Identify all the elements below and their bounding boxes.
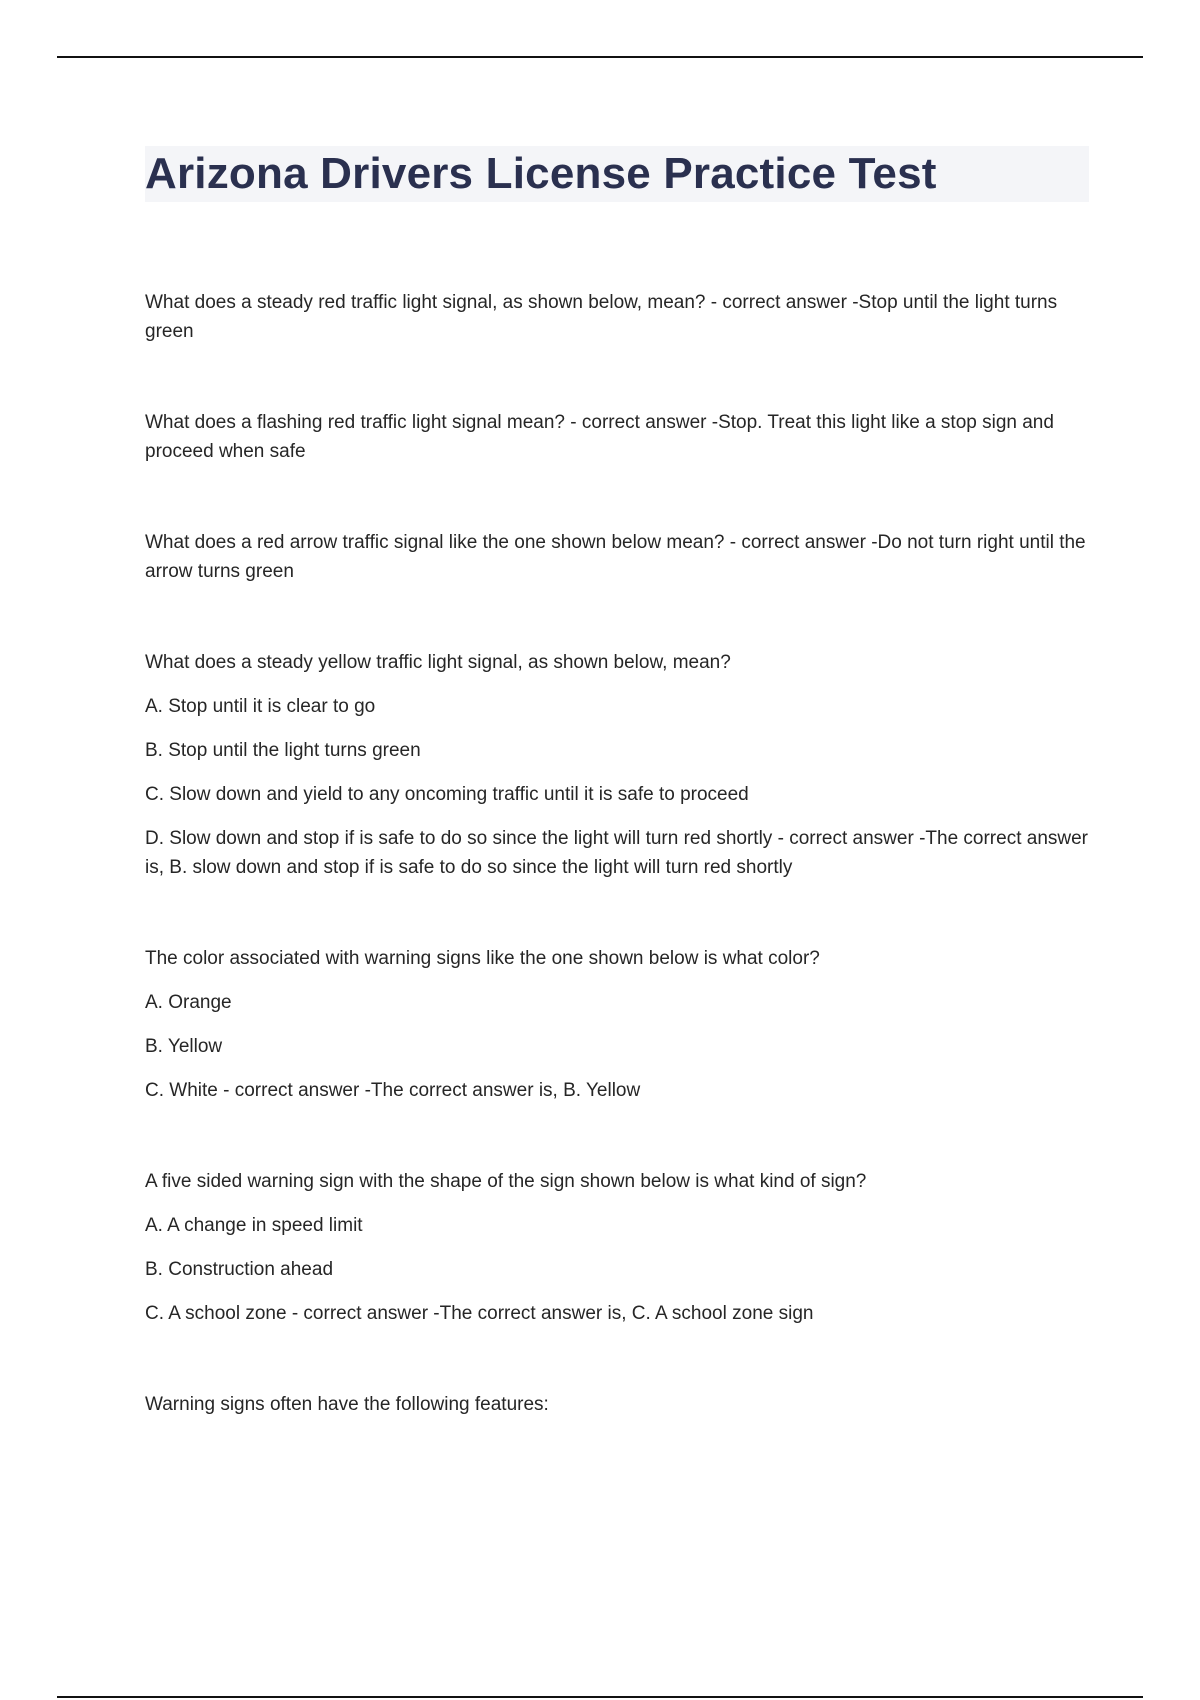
page-title: Arizona Drivers License Practice Test: [145, 149, 937, 198]
answer-option: C. Slow down and yield to any oncoming traffic until it is safe to proceed: [145, 784, 749, 805]
question-item: [145, 648, 1090, 882]
question-item: [145, 944, 1090, 1105]
question-text: The color associated with warning signs like the one shown below is what color?: [145, 948, 820, 969]
question-text: What does a flashing red traffic light signal mean? - correct answer -Stop. Treat this light like a stop sign and proceed when safe: [145, 412, 1054, 462]
question-text: A five sided warning sign with the shape of the sign shown below is what kind of sign?: [145, 1171, 867, 1192]
question-item: [145, 528, 1090, 586]
question-item: [145, 288, 1090, 346]
answer-option: A. Stop until it is clear to go: [145, 696, 376, 717]
question-item: [145, 408, 1090, 466]
document-body: [145, 146, 1090, 1481]
question-text: What does a steady yellow traffic light signal, as shown below, mean?: [145, 652, 731, 673]
question-text: Warning signs often have the following features:: [145, 1394, 549, 1415]
answer-option: A. A change in speed limit: [145, 1215, 363, 1236]
title-banner: [145, 146, 1089, 202]
answer-option: A. Orange: [145, 992, 232, 1013]
answer-option: C. A school zone - correct answer -The correct answer is, C. A school zone sign: [145, 1303, 814, 1324]
answer-option: B. Construction ahead: [145, 1259, 334, 1280]
top-rule: [57, 56, 1143, 58]
question-text: What does a steady red traffic light signal, as shown below, mean? - correct answer -Stop until the light turns green: [145, 292, 1058, 342]
question-item: [145, 1390, 1090, 1419]
question-item: [145, 1167, 1090, 1328]
answer-option: B. Yellow: [145, 1036, 223, 1057]
answer-option: D. Slow down and stop if is safe to do so since the light will turn red shortly - correct answer -The correct answer is, B. slow down and stop if is safe to do so since the light will turn red shortly: [145, 828, 1089, 878]
answer-option: C. White - correct answer -The correct answer is, B. Yellow: [145, 1080, 641, 1101]
answer-option: B. Stop until the light turns green: [145, 740, 421, 761]
bottom-rule: [57, 1696, 1143, 1698]
question-list: [145, 288, 1090, 1419]
question-text: What does a red arrow traffic signal like the one shown below mean? - correct answer -Do not turn right until the arrow turns green: [145, 532, 1086, 582]
